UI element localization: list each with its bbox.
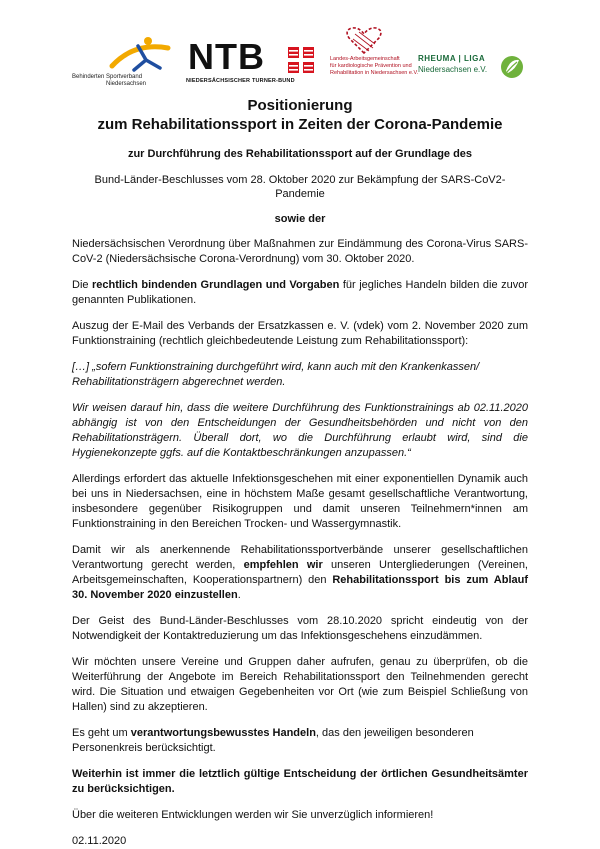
- ntb-cross-icon: [286, 45, 316, 75]
- emphasis: Rehabilitationssport bis zum Ablauf 30. November 2020 einzustellen: [72, 574, 528, 601]
- paragraph-recommendation: [72, 543, 528, 603]
- rheuma-liga-region: Niedersachsen e.V.: [418, 65, 488, 74]
- text: für jegliches Handeln bilden die zuvor genannten Publikationen.: [72, 279, 529, 306]
- emphasis: rechtlich bindenden Grundlagen und Vorgaben: [92, 279, 340, 291]
- emphasis: Weiterhin ist immer die letztlich gültige Entscheidung der örtlichen Gesundheitsämter zu berücksichtigen.: [72, 768, 528, 795]
- text: Die: [72, 279, 93, 291]
- regulation-reference: Niedersächsischen Verordnung über Maßnahmen zur Eindämmung des Corona-Virus SARS-CoV-2 (Niedersächsische Corona-Verordnung) vom 30. Oktober 2020.: [72, 238, 528, 265]
- quote-1: […] „sofern Funktionstraining durchgeführt wird, kann auch mit den Krankenkassen/ Rehabilitationsträgern abgerechnet werden.: [72, 361, 480, 388]
- leaf-logo: [500, 55, 524, 79]
- document-body: [72, 96, 528, 849]
- paragraph-spirit: Der Geist des Bund-Länder-Beschlusses vom 28.10.2020 spricht eindeutig von der Notwendigkeit der Kontaktreduzierung um das Infektionsgeschehens einzudämmen.: [72, 615, 528, 642]
- bsn-region: Niedersachsen: [106, 81, 147, 87]
- lag-line2: für kardiologische Prävention und: [330, 63, 412, 69]
- text: .: [237, 589, 241, 601]
- ntb-wordmark: NTB: [188, 36, 265, 77]
- leaf-icon: [500, 55, 524, 79]
- paragraph-updates: Über die weiteren Entwicklungen werden wir Sie unverzüglich informieren!: [72, 809, 434, 821]
- quote-2: Wir weisen darauf hin, dass die weitere Durchführung des Funktionstrainings ab 02.11.2020 abhängig ist von den Entscheidungen der Gesundheitsbehörden und nicht von den Rehabilitationsträgern. Überall dort, wo die Durchführung erlaubt wird, sind die Hygienekonzepte ggfs. auf die Kontaktbeschränkungen anzupassen.“: [72, 402, 528, 459]
- paragraph-health-office: [72, 767, 528, 797]
- document-subtitle: zur Durchführung des Rehabilitationssport auf der Grundlage des: [127, 148, 473, 160]
- document-title: [72, 96, 528, 134]
- lag-line1: Landes-Arbeitsgemeinschaft: [330, 56, 400, 62]
- paragraph-basis: [72, 278, 528, 308]
- rheuma-liga-logo: [418, 54, 498, 84]
- emphasis: verantwortungsbewusstes Handeln: [130, 727, 316, 739]
- paragraph-vdek: Auszug der E-Mail des Verbands der Ersatzkassen e. V. (vdek) vom 2. November 2020 zum Funktionstraining (rechtlich gleichbedeutende Leistung zum Rehabilitationssport):: [72, 320, 528, 347]
- paragraph-infection: Allerdings erfordert das aktuelle Infektionsgeschehen mit einer exponentiellen Dynamik auch bei uns in Niedersachsen, eine in höchstem Maße gesamt gesellschaftliche Verantwortung, insbesondere gegenüber Risikogruppen und damit unseren Teilnehmern*innen am Funktionstraining in den Bereichen Trocken- und Wassergymnastik.: [72, 473, 528, 530]
- ntb-subtitle: NIEDERSÄCHSISCHER TURNER-BUND: [186, 78, 295, 84]
- heart-icon: [344, 26, 384, 56]
- bsn-logo: [72, 34, 184, 88]
- lag-line3: Rehabilitation in Niedersachsen e.V.: [330, 70, 419, 76]
- header-logos: [0, 0, 600, 96]
- title-line-2: zum Rehabilitationssport in Zeiten der Corona-Pandemie: [97, 116, 503, 133]
- ntb-logo: [186, 36, 318, 86]
- document-date: 02.11.2020: [72, 835, 127, 847]
- bsn-name: Behinderten Sportverband: [72, 74, 143, 80]
- text: Damit wir als anerkennende Rehabilitationssportverbände unserer gesellschaftlichen Verantwortung gerecht werden,: [72, 544, 528, 571]
- text: unseren Untergliederungen (Vereinen, Arbeitsgemeinschaften, Kooperationspartnern) den: [72, 559, 528, 586]
- text: Es geht um: [72, 727, 131, 739]
- lag-logo: [318, 26, 419, 88]
- paragraph-appeal: Wir möchten unsere Vereine und Gruppen daher aufrufen, genau zu überprüfen, ob die Weiterführung der Angebote im Bereich Rehabilitationssport den Teilnehmenden gerecht wird. Die Situation und etwaigen Gegebenheiten vor Ort (wie zum Beispiel Schließung von Hallen) sind zu akzeptieren.: [72, 656, 528, 713]
- rheuma-liga-name: RHEUMA | LIGA: [418, 54, 486, 63]
- title-line-1: Positionierung: [247, 97, 353, 114]
- sowie-der: sowie der: [274, 213, 326, 225]
- text: , das den jeweiligen besonderen Personenkreis berücksichtigt.: [72, 727, 474, 754]
- decision-reference: Bund-Länder-Beschlusses vom 28. Oktober 2020 zur Bekämpfung der SARS-CoV2-Pandemie: [94, 174, 506, 200]
- emphasis: empfehlen wir: [243, 559, 323, 571]
- paragraph-responsibility: [72, 726, 528, 756]
- bsn-figure-icon: [72, 34, 184, 74]
